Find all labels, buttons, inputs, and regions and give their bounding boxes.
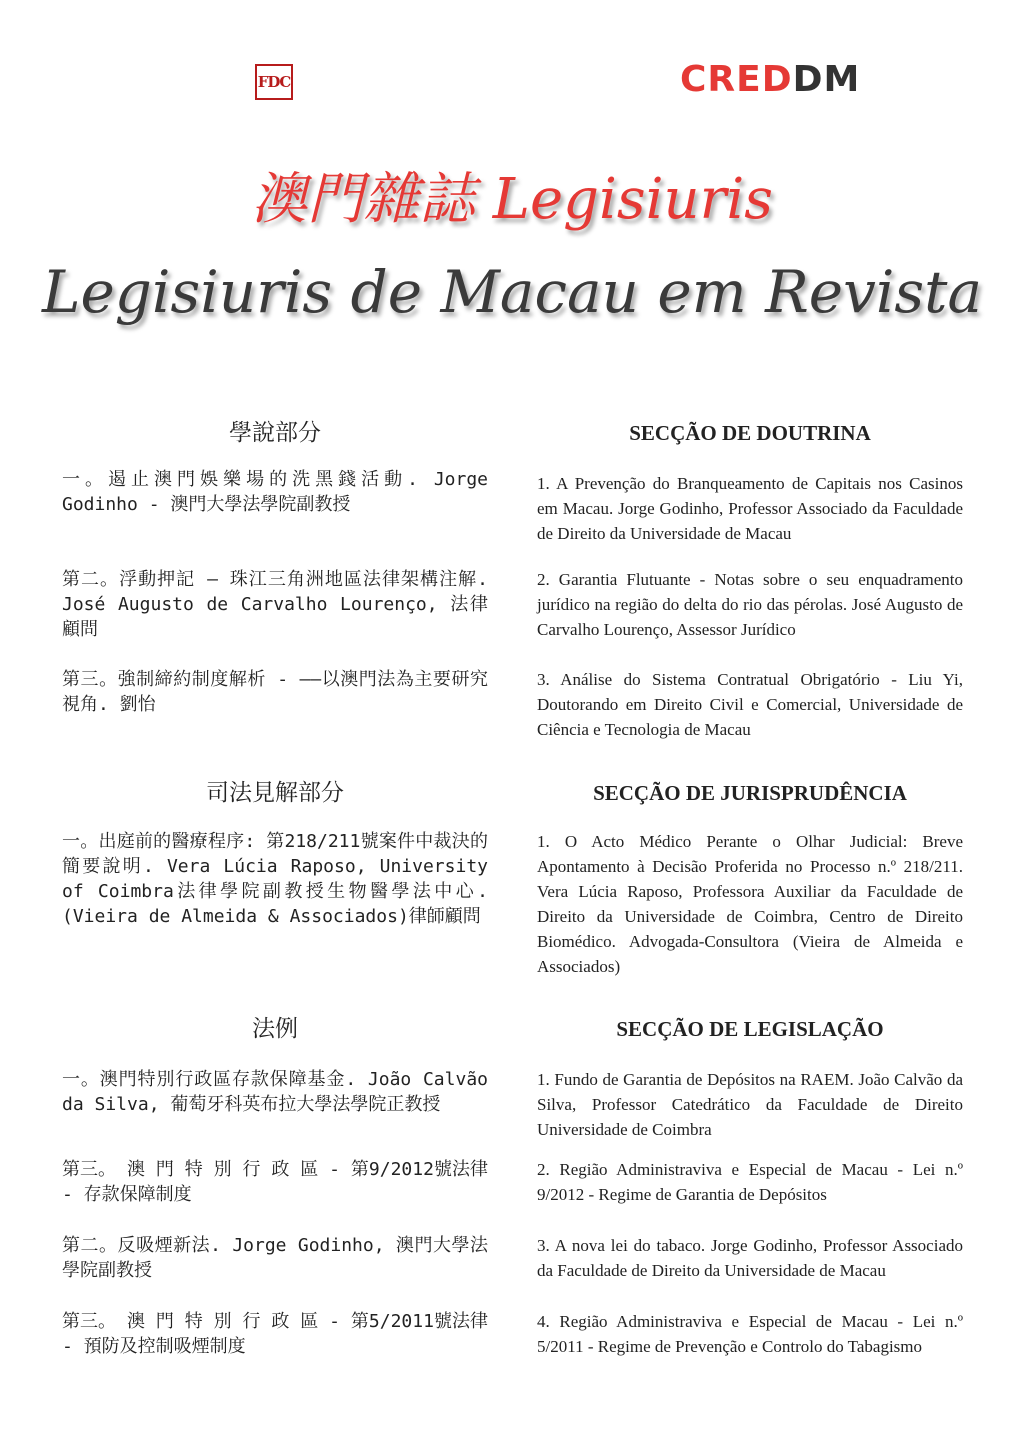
pt-doutrina-item: 1. A Prevenção do Branqueamento de Capitais nos Casinos em Macau. Jorge Godinho, Professor Associado da Faculdade de Direito da Universidade de Macau: [537, 474, 963, 543]
pt-legislacao-item: 4. Região Administraviva e Especial de Macau - Lei n.º 5/2011 - Regime de Prevenção e Controlo do Tabagismo: [537, 1312, 963, 1356]
pt-jurisprudencia-item: 1. O Acto Médico Perante o Olhar Judicial: Breve Apontamento à Decisão Proferida no Processo n.º 218/211. Vera Lúcia Raposo, Professora Auxiliar da Faculdade de Direito da Universidade de Coimbra, Centro de Direito Biomédico. Advogada-Consultora (Vieira de Almeida e Associados): [537, 832, 963, 976]
pt-legislacao-item: 3. A nova lei do tabaco. Jorge Godinho, Professor Associado da Faculdade de Direito da Universidade de Macau: [537, 1236, 963, 1280]
journal-title-line1: 澳門雜誌 Legisiuris: [250, 167, 774, 232]
zh-doutrina-item: 第三。強制締約制度解析 - ——以澳門法為主要研究視角. 劉怡: [62, 669, 488, 715]
zh-legislacao-heading: 法例: [252, 1016, 298, 1042]
journal-title-line2: Legisiuris de Macau em Revista: [41, 258, 983, 326]
pt-legislacao-item: 2. Região Administraviva e Especial de Macau - Lei n.º 9/2012 - Regime de Garantia de Depósitos: [537, 1160, 963, 1204]
zh-legislacao-item: 第三。 澳 門 特 別 行 政 區 - 第5/2011號法律 - 預防及控制吸煙制度: [62, 1311, 488, 1357]
fdc-logo: FDC: [255, 64, 293, 100]
zh-legislacao-item: 一。澳門特別行政區存款保障基金. João Calvão da Silva, 葡萄牙科英布拉大學法學院正教授: [62, 1069, 488, 1115]
pt-jurisprudencia-heading: SECÇÃO DE JURISPRUDÊNCIA: [593, 781, 907, 805]
pt-legislacao-heading: SECÇÃO DE LEGISLAÇÃO: [616, 1017, 884, 1041]
pt-legislacao-item: 1. Fundo de Garantia de Depósitos na RAEM. João Calvão da Silva, Professor Catedrático da Faculdade de Direito Universidade de Coimbra: [537, 1070, 963, 1139]
chinese-column: [62, 405, 488, 1385]
zh-jurisprudencia-heading: 司法見解部分: [206, 780, 344, 806]
zh-legislacao-item: 第三。 澳 門 特 別 行 政 區 - 第9/2012號法律 - 存款保障制度: [62, 1159, 488, 1205]
zh-jurisprudencia-item: 一。出庭前的醫療程序: 第218/211號案件中裁決的簡要說明. Vera Lúcia Raposo, University of Coimbra法律學院副教授生物醫學法中心. (Vieira de Almeida & Associados)律師顧問: [62, 831, 488, 927]
portuguese-column: [537, 405, 963, 1385]
zh-doutrina-heading: 學說部分: [229, 420, 321, 446]
creddm-logo: CREDDM: [680, 59, 861, 100]
zh-doutrina-item: 一。遏止澳門娛樂場的洗黑錢活動. Jorge Godinho - 澳門大學法學院副教授: [62, 469, 488, 515]
pt-doutrina-heading: SECÇÃO DE DOUTRINA: [629, 421, 871, 445]
zh-legislacao-item: 第二。反吸煙新法. Jorge Godinho, 澳門大學法學院副教授: [62, 1235, 488, 1281]
zh-doutrina-item: 第二。浮動押記 – 珠江三角洲地區法律架構注解. José Augusto de Carvalho Lourenço, 法律顧問: [62, 569, 488, 640]
pt-doutrina-item: 3. Análise do Sistema Contratual Obrigatório - Liu Yi, Doutorando em Direito Civil e Comercial, Universidade de Ciência e Tecnologia de Macau: [537, 670, 963, 739]
pt-doutrina-item: 2. Garantia Flutuante - Notas sobre o seu enquadramento jurídico na região do delta do rio das pérolas. José Augusto de Carvalho Lourenço, Assessor Jurídico: [537, 570, 963, 639]
